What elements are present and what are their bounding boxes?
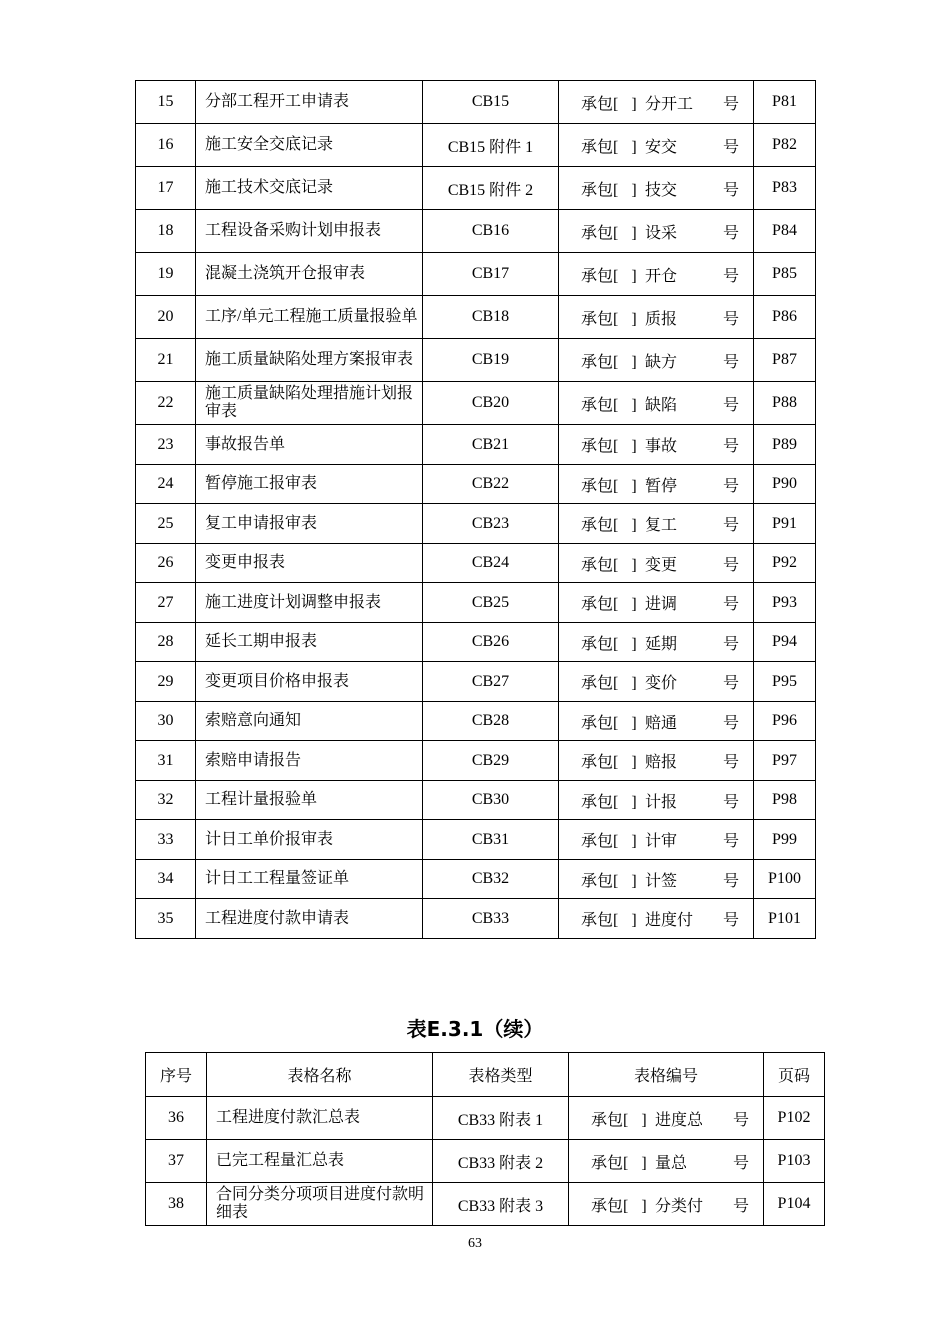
form-code-tag: 延期 xyxy=(645,635,678,653)
form-name: 施工技术交底记录 xyxy=(196,167,423,210)
form-code-bracket: ] xyxy=(641,1111,647,1129)
form-code xyxy=(559,425,754,465)
form-code xyxy=(559,210,754,253)
form-code-bracket: ] xyxy=(631,224,637,242)
table-row xyxy=(136,781,816,820)
form-code xyxy=(559,382,754,425)
form-code xyxy=(559,583,754,623)
page-number: 63 xyxy=(468,1236,482,1251)
form-name: 事故报告单 xyxy=(196,425,423,465)
form-type: CB28 xyxy=(423,702,559,741)
form-code-suffix: 号 xyxy=(723,138,740,156)
form-code-prefix: 承包[ xyxy=(581,793,619,811)
form-code-bracket: ] xyxy=(631,912,637,929)
form-type: CB22 xyxy=(423,465,559,504)
form-code-tag: 分开工 xyxy=(645,95,694,113)
table-row xyxy=(146,1140,825,1183)
form-code-prefix: 承包[ xyxy=(581,267,619,285)
form-name: 索赔意向通知 xyxy=(196,702,423,741)
form-code-tag: 计签 xyxy=(645,872,678,890)
form-code xyxy=(559,339,754,382)
form-code-tag: 设采 xyxy=(645,224,678,242)
row-number: 18 xyxy=(136,210,196,253)
form-code xyxy=(559,662,754,702)
form-code-tag: 变更 xyxy=(645,556,678,574)
form-code-bracket: ] xyxy=(641,1197,647,1215)
form-type: CB33 附表 2 xyxy=(433,1140,569,1183)
form-code-tag: 缺方 xyxy=(645,353,678,371)
form-name: 工程计量报验单 xyxy=(196,781,423,820)
page-ref: P85 xyxy=(754,253,816,296)
form-code-bracket: ] xyxy=(641,1154,647,1172)
row-number: 20 xyxy=(136,296,196,339)
page-ref: P96 xyxy=(754,702,816,741)
form-code-bracket: ] xyxy=(631,517,637,534)
row-number: 15 xyxy=(136,81,196,124)
form-index-table-continued xyxy=(135,80,816,939)
form-code-suffix: 号 xyxy=(723,714,740,732)
table-row xyxy=(136,339,816,382)
form-code-tag: 事故 xyxy=(645,438,678,455)
form-code-tag: 变价 xyxy=(645,675,678,692)
form-code xyxy=(559,504,754,544)
table-row xyxy=(136,820,816,860)
form-code-prefix: 承包[ xyxy=(581,310,619,328)
form-code-tag: 赔通 xyxy=(645,714,678,732)
table-row xyxy=(136,583,816,623)
form-code-suffix: 号 xyxy=(723,675,740,692)
form-code-tag: 进度付 xyxy=(645,912,694,929)
header-form-name: 表格名称 xyxy=(207,1053,433,1097)
form-code-tag: 量总 xyxy=(655,1154,688,1172)
form-name: 计日工单价报审表 xyxy=(196,820,423,860)
page-ref: P83 xyxy=(754,167,816,210)
form-type: CB33 附表 1 xyxy=(433,1097,569,1140)
form-name: 暂停施工报审表 xyxy=(196,465,423,504)
form-name: 施工质量缺陷处理方案报审表 xyxy=(196,339,423,382)
form-code-suffix: 号 xyxy=(723,596,740,613)
form-code-prefix: 承包[ xyxy=(581,635,619,653)
form-code-bracket: ] xyxy=(631,714,637,732)
form-code-prefix: 承包[ xyxy=(581,596,619,613)
form-name: 已完工程量汇总表 xyxy=(207,1140,433,1183)
form-type: CB15 附件 2 xyxy=(423,167,559,210)
form-code-bracket: ] xyxy=(631,754,637,771)
form-type: CB15 xyxy=(423,81,559,124)
form-code xyxy=(559,296,754,339)
page-ref: P87 xyxy=(754,339,816,382)
form-name: 分部工程开工申请表 xyxy=(196,81,423,124)
form-name: 工序/单元工程施工质量报验单 xyxy=(196,296,423,339)
form-code-suffix: 号 xyxy=(723,353,740,371)
form-code xyxy=(559,899,754,939)
form-code-tag: 计审 xyxy=(645,833,678,850)
page-ref: P84 xyxy=(754,210,816,253)
form-code xyxy=(559,544,754,583)
form-code xyxy=(559,702,754,741)
form-code-suffix: 号 xyxy=(723,396,740,414)
row-number: 16 xyxy=(136,124,196,167)
form-type: CB21 xyxy=(423,425,559,465)
form-code-prefix: 承包[ xyxy=(581,556,619,574)
form-code-suffix: 号 xyxy=(733,1111,750,1129)
form-code-prefix: 承包[ xyxy=(581,833,619,850)
form-code xyxy=(559,623,754,662)
form-code xyxy=(569,1140,764,1183)
row-number: 37 xyxy=(146,1140,207,1183)
form-code xyxy=(559,124,754,167)
table-row xyxy=(136,124,816,167)
table-row xyxy=(136,253,816,296)
form-code-tag: 暂停 xyxy=(645,477,678,495)
row-number: 25 xyxy=(136,504,196,544)
form-name: 索赔申请报告 xyxy=(196,741,423,781)
header-form-code: 表格编号 xyxy=(569,1053,764,1097)
form-type: CB33 xyxy=(423,899,559,939)
form-code xyxy=(569,1183,764,1226)
form-code-bracket: ] xyxy=(631,556,637,574)
form-code-suffix: 号 xyxy=(723,438,740,455)
form-type: CB18 xyxy=(423,296,559,339)
form-code-tag: 进调 xyxy=(645,596,678,613)
page-ref: P89 xyxy=(754,425,816,465)
form-code-bracket: ] xyxy=(631,596,637,613)
form-code-prefix: 承包[ xyxy=(581,675,619,692)
page-ref: P93 xyxy=(754,583,816,623)
header-serial-number: 序号 xyxy=(146,1053,207,1097)
form-code-bracket: ] xyxy=(631,181,637,199)
form-code-suffix: 号 xyxy=(723,872,740,890)
form-index-table-body xyxy=(136,81,816,939)
page-ref: P100 xyxy=(754,860,816,899)
table-row xyxy=(136,425,816,465)
form-name: 施工进度计划调整申报表 xyxy=(196,583,423,623)
table-row xyxy=(136,860,816,899)
row-number: 24 xyxy=(136,465,196,504)
form-name: 计日工工程量签证单 xyxy=(196,860,423,899)
form-type: CB20 xyxy=(423,382,559,425)
form-code-bracket: ] xyxy=(631,310,637,328)
form-code xyxy=(559,820,754,860)
form-code-prefix: 承包[ xyxy=(581,754,619,771)
form-type: CB26 xyxy=(423,623,559,662)
page-ref: P81 xyxy=(754,81,816,124)
form-code-suffix: 号 xyxy=(723,267,740,285)
form-code-bracket: ] xyxy=(631,438,637,455)
form-type: CB30 xyxy=(423,781,559,820)
form-type: CB32 xyxy=(423,860,559,899)
form-code-prefix: 承包[ xyxy=(591,1197,629,1215)
page-ref: P104 xyxy=(764,1183,825,1226)
form-code-tag: 复工 xyxy=(645,517,678,534)
form-type: CB16 xyxy=(423,210,559,253)
form-code-prefix: 承包[ xyxy=(581,396,619,414)
form-code-bracket: ] xyxy=(631,267,637,285)
row-number: 22 xyxy=(136,382,196,425)
table-row xyxy=(146,1097,825,1140)
form-code-bracket: ] xyxy=(631,675,637,692)
page-ref: P88 xyxy=(754,382,816,425)
form-code-suffix: 号 xyxy=(723,517,740,534)
page-ref: P99 xyxy=(754,820,816,860)
page-ref: P94 xyxy=(754,623,816,662)
row-number: 32 xyxy=(136,781,196,820)
page-ref: P101 xyxy=(754,899,816,939)
form-code-suffix: 号 xyxy=(723,754,740,771)
form-index-table-body xyxy=(146,1097,825,1226)
form-code xyxy=(569,1097,764,1140)
row-number: 19 xyxy=(136,253,196,296)
row-number: 28 xyxy=(136,623,196,662)
table-row xyxy=(136,210,816,253)
form-type: CB24 xyxy=(423,544,559,583)
form-code xyxy=(559,81,754,124)
form-code-prefix: 承包[ xyxy=(581,224,619,242)
form-code xyxy=(559,860,754,899)
form-name: 合同分类分项项目进度付款明细表 xyxy=(207,1183,433,1226)
form-code xyxy=(559,781,754,820)
form-code-tag: 赔报 xyxy=(645,754,678,771)
form-code xyxy=(559,465,754,504)
page-ref: P86 xyxy=(754,296,816,339)
table-row xyxy=(136,81,816,124)
form-code-suffix: 号 xyxy=(723,224,740,242)
form-type: CB25 xyxy=(423,583,559,623)
form-code-tag: 质报 xyxy=(645,310,678,328)
table-row xyxy=(136,465,816,504)
page-ref: P90 xyxy=(754,465,816,504)
form-code-tag: 安交 xyxy=(645,138,678,156)
form-code-prefix: 承包[ xyxy=(581,517,619,534)
table-row xyxy=(136,662,816,702)
form-code-suffix: 号 xyxy=(723,310,740,328)
row-number: 33 xyxy=(136,820,196,860)
form-name: 工程进度付款申请表 xyxy=(196,899,423,939)
row-number: 29 xyxy=(136,662,196,702)
form-code-prefix: 承包[ xyxy=(581,912,619,929)
form-code-bracket: ] xyxy=(631,353,637,371)
form-code xyxy=(559,741,754,781)
form-code-tag: 分类付 xyxy=(655,1197,704,1215)
form-code-tag: 计报 xyxy=(645,793,678,811)
form-name: 变更项目价格申报表 xyxy=(196,662,423,702)
row-number: 31 xyxy=(136,741,196,781)
form-type: CB17 xyxy=(423,253,559,296)
form-code-prefix: 承包[ xyxy=(581,872,619,890)
form-code-suffix: 号 xyxy=(723,556,740,574)
page-ref: P95 xyxy=(754,662,816,702)
row-number: 17 xyxy=(136,167,196,210)
form-code-bracket: ] xyxy=(631,872,637,890)
form-code-tag: 缺陷 xyxy=(645,396,678,414)
table-row xyxy=(146,1183,825,1226)
table-row xyxy=(136,504,816,544)
page-ref: P97 xyxy=(754,741,816,781)
row-number: 23 xyxy=(136,425,196,465)
table-row xyxy=(136,296,816,339)
form-type: CB33 附表 3 xyxy=(433,1183,569,1226)
table-header-row xyxy=(146,1053,825,1097)
form-code-suffix: 号 xyxy=(723,912,740,929)
form-code-prefix: 承包[ xyxy=(581,353,619,371)
page-ref: P91 xyxy=(754,504,816,544)
page-ref: P98 xyxy=(754,781,816,820)
form-code-suffix: 号 xyxy=(723,95,740,113)
row-number: 27 xyxy=(136,583,196,623)
table-row xyxy=(136,544,816,583)
form-code-bracket: ] xyxy=(631,635,637,653)
form-type: CB31 xyxy=(423,820,559,860)
form-name: 施工质量缺陷处理措施计划报审表 xyxy=(196,382,423,425)
form-code-bracket: ] xyxy=(631,477,637,495)
row-number: 38 xyxy=(146,1183,207,1226)
form-code-bracket: ] xyxy=(631,138,637,156)
form-code-tag: 技交 xyxy=(645,181,678,199)
form-code-prefix: 承包[ xyxy=(581,138,619,156)
form-code-tag: 进度总 xyxy=(655,1111,704,1129)
table-row xyxy=(136,741,816,781)
form-type: CB19 xyxy=(423,339,559,382)
table-row xyxy=(136,167,816,210)
form-name: 复工申请报审表 xyxy=(196,504,423,544)
form-code-prefix: 承包[ xyxy=(581,477,619,495)
form-type: CB27 xyxy=(423,662,559,702)
form-code-suffix: 号 xyxy=(733,1154,750,1172)
form-name: 变更申报表 xyxy=(196,544,423,583)
form-code-bracket: ] xyxy=(631,95,637,113)
row-number: 26 xyxy=(136,544,196,583)
row-number: 30 xyxy=(136,702,196,741)
form-code-tag: 开仓 xyxy=(645,267,678,285)
row-number: 21 xyxy=(136,339,196,382)
form-type: CB23 xyxy=(423,504,559,544)
form-name: 延长工期申报表 xyxy=(196,623,423,662)
form-code-suffix: 号 xyxy=(723,833,740,850)
row-number: 35 xyxy=(136,899,196,939)
row-number: 36 xyxy=(146,1097,207,1140)
form-code-prefix: 承包[ xyxy=(591,1154,629,1172)
table-row xyxy=(136,382,816,425)
form-code-bracket: ] xyxy=(631,833,637,850)
form-code-prefix: 承包[ xyxy=(581,438,619,455)
form-code-suffix: 号 xyxy=(733,1197,750,1215)
form-code xyxy=(559,253,754,296)
form-code-suffix: 号 xyxy=(723,477,740,495)
header-page: 页码 xyxy=(764,1053,825,1097)
form-code-prefix: 承包[ xyxy=(581,95,619,113)
form-name: 工程设备采购计划申报表 xyxy=(196,210,423,253)
table-caption: 表E.3.1（续） xyxy=(406,1017,544,1041)
form-code-prefix: 承包[ xyxy=(581,181,619,199)
table-row xyxy=(136,623,816,662)
form-code-prefix: 承包[ xyxy=(581,714,619,732)
table-row xyxy=(136,899,816,939)
row-number: 34 xyxy=(136,860,196,899)
page-ref: P102 xyxy=(764,1097,825,1140)
form-code-suffix: 号 xyxy=(723,181,740,199)
page-ref: P82 xyxy=(754,124,816,167)
form-code-bracket: ] xyxy=(631,396,637,414)
form-code-prefix: 承包[ xyxy=(591,1111,629,1129)
form-type: CB15 附件 1 xyxy=(423,124,559,167)
form-name: 混凝土浇筑开仓报审表 xyxy=(196,253,423,296)
form-name: 工程进度付款汇总表 xyxy=(207,1097,433,1140)
form-code-bracket: ] xyxy=(631,793,637,811)
form-name: 施工安全交底记录 xyxy=(196,124,423,167)
form-type: CB29 xyxy=(423,741,559,781)
form-code-suffix: 号 xyxy=(723,793,740,811)
table-row xyxy=(136,702,816,741)
header-form-type: 表格类型 xyxy=(433,1053,569,1097)
form-code-suffix: 号 xyxy=(723,635,740,653)
page-ref: P103 xyxy=(764,1140,825,1183)
form-code xyxy=(559,167,754,210)
form-index-table-e31-cont xyxy=(145,1052,825,1226)
page-ref: P92 xyxy=(754,544,816,583)
